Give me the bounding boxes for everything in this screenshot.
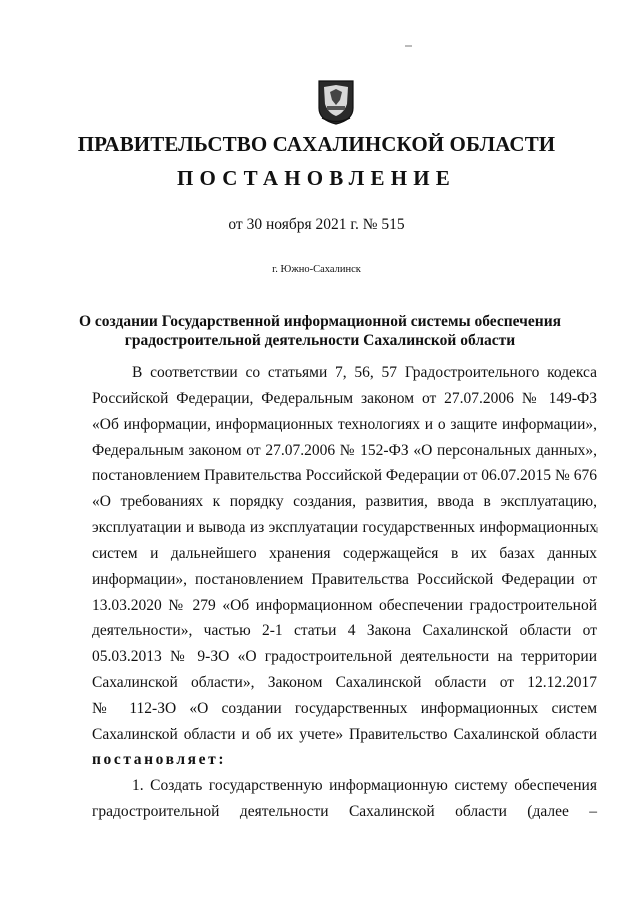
preamble-line: В соответствии со статьями 7, 56, 57 Градостроительного кодекса xyxy=(132,364,597,381)
preamble-line: «Об информации, информационных технологиях и о защите информации», xyxy=(92,416,597,433)
city: г. Южно-Сахалинск xyxy=(272,264,361,275)
government-title: ПРАВИТЕЛЬСТВО САХАЛИНСКОЙ ОБЛАСТИ xyxy=(77,132,556,156)
subject-line: О создании Государственной информационной системы обеспечения xyxy=(78,313,562,330)
document-subject xyxy=(60,312,580,350)
preamble-line: 05.03.2013 № 9-ЗО «О градостроительной деятельности на территории xyxy=(92,648,597,665)
date-and-number: от 30 ноября 2021 г. № 515 xyxy=(228,216,405,233)
preamble-line: Сахалинской области и об их учете» Правительство Сахалинской области xyxy=(92,726,597,743)
preamble-line: «О требованиях к порядку создания, развития, ввода в эксплуатацию, xyxy=(92,493,597,510)
preamble-line: Сахалинской области», Законом Сахалинской области от 12.12.2017 xyxy=(92,674,597,691)
preamble-line: Российской Федерации, Федеральным законом от 27.07.2006 № 149-ФЗ xyxy=(92,390,597,407)
preamble-line: информации», постановлением Правительства Российской Федерации от xyxy=(92,571,597,588)
preamble-line: № 112-ЗО «О создании государственных информационных систем xyxy=(92,700,597,717)
item-1-line: градостроительной деятельности Сахалинской области (далее – xyxy=(92,803,597,820)
preamble-line: 13.03.2020 № 279 «Об информационном обеспечении градостроительной xyxy=(92,597,597,614)
item-1-line: 1. Создать государственную информационную систему обеспечения xyxy=(132,777,597,794)
preamble-line: деятельности», частью 2-1 статьи 4 Закона Сахалинской области от xyxy=(92,622,597,639)
preamble-line: постановлением Правительства Российской Федерации от 06.07.2015 № 676 xyxy=(92,467,597,484)
coat-of-arms-icon xyxy=(316,78,356,126)
preamble-line: Федеральным законом от 27.07.2006 № 152-ФЗ «О персональных данных», xyxy=(92,442,597,459)
scan-speck xyxy=(404,44,414,48)
decree-word: постановляет: xyxy=(92,751,227,768)
document-type: ПОСТАНОВЛЕНИЕ xyxy=(176,166,457,190)
subject-line: градостроительной деятельности Сахалинской области xyxy=(124,332,516,349)
preamble-line: систем и дальнейшего хранения содержащейся в их базах данных xyxy=(92,545,597,562)
preamble-line: эксплуатации и вывода из эксплуатации государственных информационных xyxy=(92,519,597,536)
